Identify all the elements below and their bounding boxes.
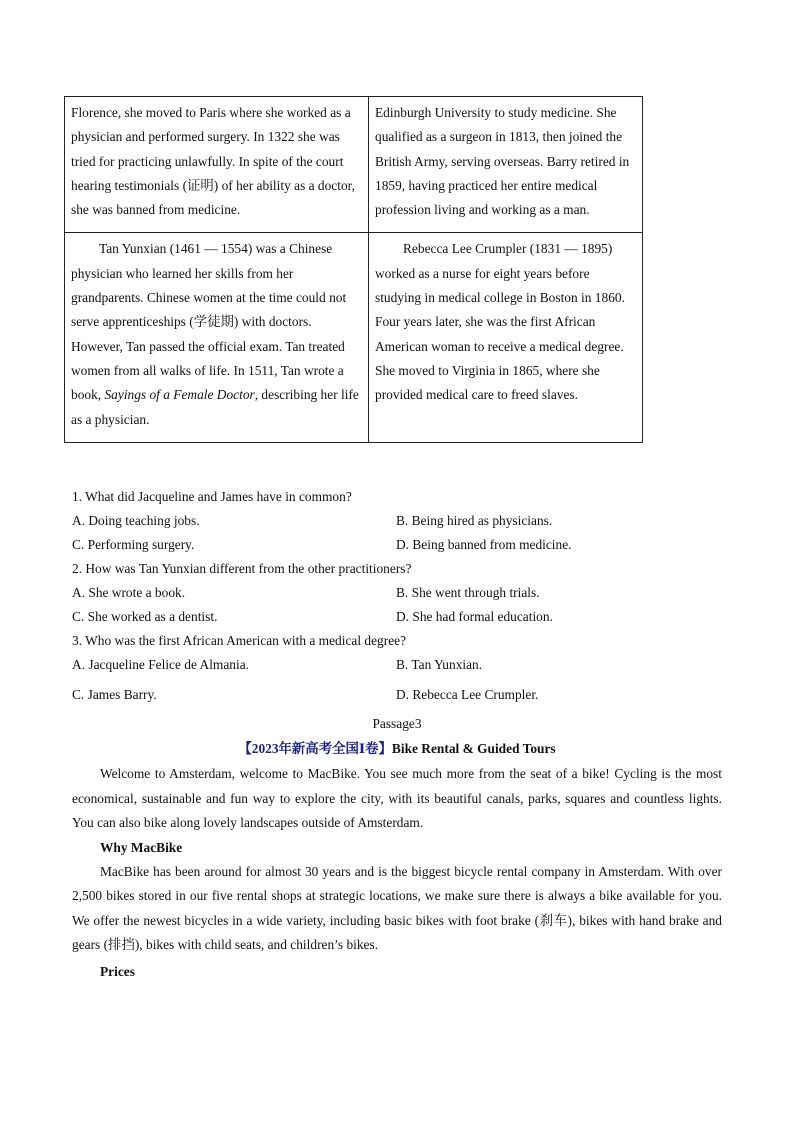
question-stem: 3. Who was the first African American with a medical degree? [72, 633, 407, 648]
table-cell-tan-yunxian [65, 233, 369, 442]
option-d: D. Rebecca Lee Crumpler. [396, 687, 539, 702]
option-b: B. Tan Yunxian. [396, 657, 483, 672]
option-row [72, 653, 732, 677]
intro-paragraph: Welcome to Amsterdam, welcome to MacBike. You see much more from the seat of a bike! Cycling is the most economical, sustainable and fun way to explore the city, with its beautiful canals, parks, squares and countless lights. You can also bike along lovely landscapes outside of Amsterdam. [72, 766, 722, 830]
book-title: Sayings of a Female Doctor [104, 387, 255, 403]
table-cell-crumpler [369, 233, 643, 442]
question-stem: 1. What did Jacqueline and James have in common? [72, 489, 352, 504]
biography-table [64, 96, 643, 443]
option-a: A. Doing teaching jobs. [72, 513, 200, 528]
option-d: D. She had formal education. [396, 609, 553, 624]
option-c: C. James Barry. [72, 687, 157, 702]
option-c: C. She worked as a dentist. [72, 609, 218, 624]
option-b: B. She went through trials. [396, 585, 540, 600]
cell-text: Edinburgh University to study medicine. She qualified as a surgeon in 1813, then joined the British Army, serving overseas. Barry retired in 1859, having practiced her entire medical profession living and working as a man. [375, 105, 630, 218]
option-row [72, 605, 732, 629]
question-list [72, 485, 732, 713]
table-row [65, 97, 643, 233]
table-row [65, 233, 643, 442]
option-d: D. Being banned from medicine. [396, 537, 572, 552]
option-row [72, 581, 732, 605]
question-stem: 2. How was Tan Yunxian different from the other practitioners? [72, 561, 412, 576]
cell-text: , describing her life as a physician. [71, 387, 359, 427]
option-a: A. Jacqueline Felice de Almania. [72, 657, 249, 672]
option-c: C. Performing surgery. [72, 537, 195, 552]
option-row [72, 509, 732, 533]
cell-text: Rebecca Lee Crumpler (1831 — 1895) worked as a nurse for eight years before studying in medical college in Boston in 1860. Four years later, she was the first African American woman to receive a medical degree. She moved to Virginia in 1865, where she provided medical care to freed slaves. [375, 241, 625, 403]
section-heading-prices: Prices [100, 963, 135, 979]
cell-text: Florence, she moved to Paris where she worked as a physician and performed surgery. In 1322 she was tried for practicing unlawfully. In spite of the court hearing testimonials (证明) of her ability as a doctor, she was banned from medicine. [71, 105, 355, 218]
passage-label: Passage3 [372, 716, 422, 731]
option-b: B. Being hired as physicians. [396, 513, 553, 528]
section-heading-why: Why MacBike [100, 839, 183, 855]
passage-title [72, 736, 722, 762]
why-paragraph: MacBike has been around for almost 30 years and is the biggest bicycle rental company in Amsterdam. With over 2,500 bikes stored in our five rental shops at strategic locations, we make sure there is always a bike available for you. We offer the newest bicycles in a wide variety, including basic bikes with foot brake (刹车), bikes with hand brake and gears (排挡), bikes with child seats, and children’s bikes. [72, 863, 722, 952]
option-a: A. She wrote a book. [72, 585, 186, 600]
exam-source-tag: 【2023年新高考全国Ⅰ卷】 [238, 741, 392, 756]
option-row [72, 533, 732, 557]
passage-section [72, 712, 722, 984]
cell-text: Tan Yunxian (1461 — 1554) was a Chinese physician who learned her skills from her grandparents. Chinese women at the time could not serve apprenticeships (学徒期) with doctors. However, Tan passed the official exam. Tan treated women from all walks of life. In 1511, Tan wrote a book, [71, 241, 347, 403]
option-row [72, 677, 732, 713]
table-cell-jacqueline [65, 97, 369, 233]
title-text: Bike Rental & Guided Tours [391, 741, 556, 756]
table-cell-barry [369, 97, 643, 233]
